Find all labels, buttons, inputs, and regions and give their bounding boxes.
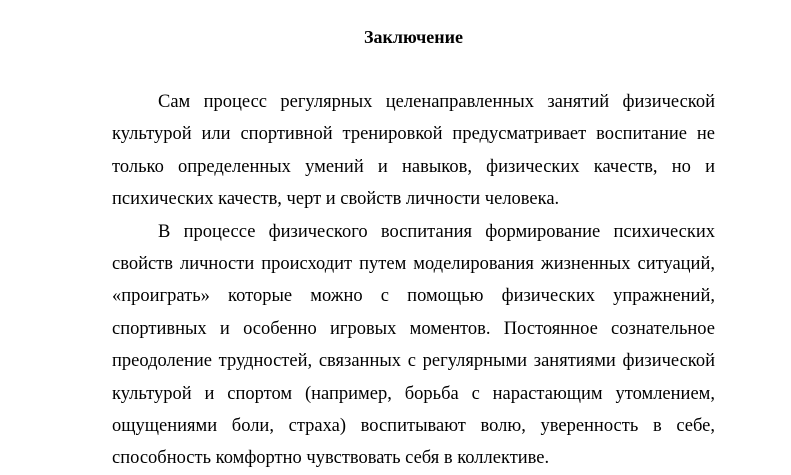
paragraph-2: В процессе физического воспитания формирование психических свойств личности происходит путем моделирования жизненных ситуаций, «проиграть» которые можно с помощью физических упражнений, спортивных и особенно игровых моментов. Постоянное сознательное преодоление трудностей, связанных с регулярными занятиями физической культурой и спортом (например, борьба с нарастающим утомлением, ощущениями боли, страха) воспитывают волю, уверенность в себе, способность комфортно чувствовать себя в коллективе.	[112, 221, 715, 469]
paragraph-1: Сам процесс регулярных целенаправленных занятий физической культурой или спортивной тренировкой предусматривает воспитание не только определенных умений и навыков, физических качеств, но и психических качеств, черт и свойств личности человека.	[112, 92, 715, 210]
document-body	[112, 86, 715, 475]
section-title: Заключение	[364, 27, 463, 47]
